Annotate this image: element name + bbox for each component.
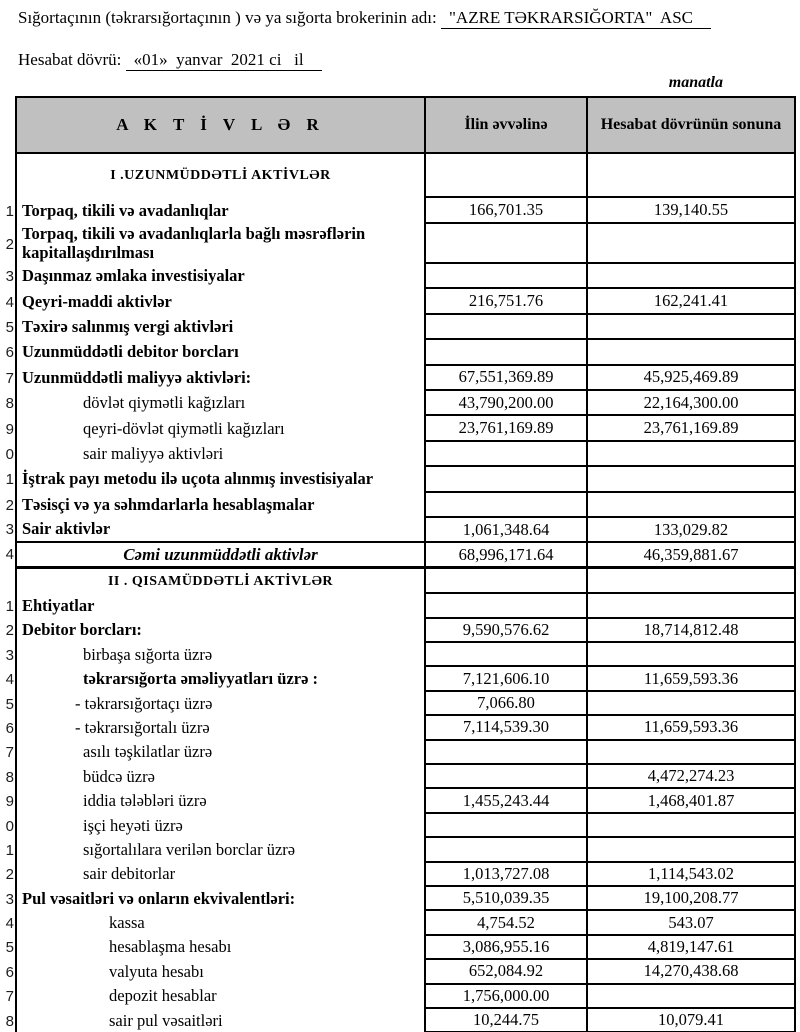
value-end-of-period: 10,079.41 xyxy=(588,1009,794,1032)
value-end-of-period xyxy=(588,467,794,492)
value-start-of-year xyxy=(426,315,588,340)
row-number: 4 xyxy=(5,546,14,564)
table-row xyxy=(5,391,794,416)
value-end-of-period: 4,472,274.23 xyxy=(588,765,794,789)
table-row xyxy=(5,960,794,984)
row-number: 9 xyxy=(5,793,14,811)
value-end-of-period: 1,468,401.87 xyxy=(588,789,794,813)
insurer-name-value: "AZRE TƏKRARSIĞORTA" ASC xyxy=(441,8,711,29)
table-row xyxy=(5,264,794,289)
row-label: asılı təşkilatlar üzrə xyxy=(17,741,426,765)
column-header-start-of-year: İlin əvvəlinə xyxy=(426,98,588,152)
row-label: Təsisçi və ya səhmdarlarla hesablaşmalar xyxy=(17,493,426,518)
table-row xyxy=(5,340,794,365)
row-label: Daşınmaz əmlaka investisiyalar xyxy=(17,264,426,289)
value-end-of-period: 18,714,812.48 xyxy=(588,619,794,643)
table-row xyxy=(5,518,794,543)
row-number: 3 xyxy=(5,521,14,539)
value-start-of-year xyxy=(426,594,588,618)
row-label: təkrarsığorta əməliyyatları üzrə : xyxy=(17,667,426,691)
value-end-of-period: 22,164,300.00 xyxy=(588,391,794,416)
value-start-of-year: 7,114,539.30 xyxy=(426,716,588,740)
table-header-row xyxy=(17,98,794,154)
row-number: 7 xyxy=(5,369,14,387)
table-row xyxy=(5,289,794,314)
row-number: 3 xyxy=(5,890,14,908)
value-end-of-period: 139,140.55 xyxy=(588,198,794,224)
row-label: birbaşa sığorta üzrə xyxy=(17,643,426,667)
row-label: hesablaşma hesabı xyxy=(17,936,426,960)
value-start-of-year xyxy=(426,765,588,789)
table-row xyxy=(5,224,794,264)
value-end-of-period xyxy=(588,493,794,518)
value-start-of-year: 23,761,169.89 xyxy=(426,416,588,441)
value-start-of-year xyxy=(426,224,588,264)
row-number xyxy=(2,569,14,594)
table-row xyxy=(17,154,794,198)
row-number: 5 xyxy=(5,318,14,336)
value-end-of-period xyxy=(588,692,794,716)
table-row xyxy=(5,1009,794,1032)
row-number: 5 xyxy=(5,939,14,957)
value-start-of-year: 1,061,348.64 xyxy=(426,518,588,541)
value-start-of-year xyxy=(426,154,588,198)
table-row xyxy=(17,569,794,594)
row-number: 6 xyxy=(5,719,14,737)
value-start-of-year xyxy=(426,467,588,492)
value-end-of-period xyxy=(588,340,794,365)
row-label: İştrak payı metodu ilə uçota alınmış investisiyalar xyxy=(17,467,426,492)
row-number: 4 xyxy=(5,293,14,311)
row-label: dövlət qiymətli kağızları xyxy=(17,391,426,416)
value-end-of-period: 133,029.82 xyxy=(653,519,729,539)
table-row xyxy=(5,643,794,667)
row-label: işçi heyəti üzrə xyxy=(17,814,426,838)
row-number: 1 xyxy=(5,202,14,220)
row-label: Torpaq, tikili və avadanlıqlar xyxy=(17,198,426,224)
row-number xyxy=(2,154,14,198)
table-row xyxy=(5,692,794,716)
value-end-of-period: 11,659,593.36 xyxy=(588,667,794,691)
row-label: Debitor borcları: xyxy=(17,619,426,643)
value-start-of-year: 166,701.35 xyxy=(426,198,588,224)
value-end-of-period xyxy=(588,594,794,618)
value-end-of-period xyxy=(588,264,794,289)
table-row xyxy=(5,985,794,1009)
table-row xyxy=(5,741,794,765)
report-period-line xyxy=(18,50,322,70)
value-end-of-period xyxy=(588,224,794,264)
row-number: 6 xyxy=(5,963,14,981)
row-number: 3 xyxy=(5,268,14,286)
value-end-of-period: 4,819,147.61 xyxy=(588,936,794,960)
table-row xyxy=(5,416,794,441)
value-start-of-year: 1,756,000.00 xyxy=(426,985,588,1009)
value-start-of-year: 7,121,606.10 xyxy=(426,667,588,691)
table-row xyxy=(5,493,794,518)
table-row xyxy=(5,619,794,643)
assets-table xyxy=(5,96,796,1032)
row-label: Cəmi uzunmüddətli aktivlər xyxy=(17,543,426,566)
value-end-of-period xyxy=(588,814,794,838)
value-end-of-period: 11,659,593.36 xyxy=(588,716,794,740)
value-start-of-year: 1,013,727.08 xyxy=(426,863,588,887)
table-row xyxy=(5,442,794,467)
value-start-of-year xyxy=(426,643,588,667)
table-row xyxy=(5,716,794,740)
value-start-of-year xyxy=(426,741,588,765)
report-period-label: Hesabat dövrü: xyxy=(18,50,122,69)
row-number: 5 xyxy=(5,695,14,713)
table-row xyxy=(5,594,794,618)
row-number: 4 xyxy=(5,915,14,933)
row-number: 2 xyxy=(5,622,14,640)
column-header-end-of-period: Hesabat dövrünün sonuna xyxy=(600,116,782,133)
row-label: I .UZUNMÜDDƏTLİ AKTİVLƏR xyxy=(17,154,426,198)
table-row xyxy=(5,765,794,789)
row-number: 0 xyxy=(5,445,14,463)
table-row xyxy=(5,315,794,340)
value-start-of-year xyxy=(426,569,588,594)
value-start-of-year: 3,086,955.16 xyxy=(426,936,588,960)
value-end-of-period xyxy=(588,442,794,467)
table-row xyxy=(5,198,794,224)
row-label: iddia tələbləri üzrə xyxy=(17,789,426,813)
value-end-of-period xyxy=(588,643,794,667)
row-number: 2 xyxy=(5,866,14,884)
row-label: valyuta hesabı xyxy=(17,960,426,984)
row-label: Təxirə salınmış vergi aktivləri xyxy=(17,315,426,340)
row-label: sair debitorlar xyxy=(17,863,426,887)
value-end-of-period: 45,925,469.89 xyxy=(588,366,794,391)
row-number: 1 xyxy=(5,597,14,615)
row-label: qeyri-dövlət qiymətli kağızları xyxy=(17,416,426,441)
value-end-of-period xyxy=(588,154,794,198)
insurer-name-label: Sığortaçının (təkrarsığortaçının ) və ya sığorta brokerinin adı: xyxy=(18,8,437,27)
value-start-of-year: 43,790,200.00 xyxy=(426,391,588,416)
value-end-of-period: 1,114,543.02 xyxy=(588,863,794,887)
row-number: 2 xyxy=(5,235,14,253)
row-label: - təkrarsığortaçı üzrə xyxy=(17,692,426,716)
table-row xyxy=(5,863,794,887)
row-label: II . QISAMÜDDƏTLİ AKTİVLƏR xyxy=(17,569,426,594)
table-row xyxy=(5,667,794,691)
row-label: büdcə üzrə xyxy=(17,765,426,789)
row-label: Qeyri-maddi aktivlər xyxy=(17,289,426,314)
value-end-of-period: 543.07 xyxy=(588,911,794,935)
value-start-of-year xyxy=(426,264,588,289)
value-start-of-year: 10,244.75 xyxy=(426,1009,588,1032)
row-label: Uzunmüddətli maliyyə aktivləri: xyxy=(17,366,426,391)
row-number: 7 xyxy=(5,988,14,1006)
table-row xyxy=(5,543,794,569)
insurer-name-line xyxy=(18,8,711,28)
row-number: 7 xyxy=(5,744,14,762)
value-end-of-period xyxy=(588,569,794,594)
value-start-of-year xyxy=(426,340,588,365)
value-end-of-period xyxy=(588,315,794,340)
value-end-of-period: 162,241.41 xyxy=(588,289,794,314)
row-label: Ehtiyatlar xyxy=(17,594,426,618)
row-label: sair maliyyə aktivləri xyxy=(17,442,426,467)
table-row xyxy=(5,467,794,492)
table-row xyxy=(5,814,794,838)
row-label: kassa xyxy=(17,911,426,935)
report-period-value: «01» yanvar 2021 ci il xyxy=(126,50,322,71)
value-end-of-period: 19,100,208.77 xyxy=(588,887,794,911)
value-end-of-period: 14,270,438.68 xyxy=(588,960,794,984)
value-start-of-year: 4,754.52 xyxy=(426,911,588,935)
table-row xyxy=(5,936,794,960)
row-label: Sair aktivlər xyxy=(17,518,426,541)
row-label: Torpaq, tikili və avadanlıqlarla bağlı məsrəflərin kapitallaşdırılması xyxy=(17,224,426,264)
value-start-of-year: 7,066.80 xyxy=(426,692,588,716)
table-row xyxy=(5,887,794,911)
row-number: 0 xyxy=(5,817,14,835)
row-number: 3 xyxy=(5,646,14,664)
row-label: Uzunmüddətli debitor borcları xyxy=(17,340,426,365)
value-start-of-year: 1,455,243.44 xyxy=(426,789,588,813)
row-number: 1 xyxy=(5,841,14,859)
value-start-of-year: 9,590,576.62 xyxy=(426,619,588,643)
value-start-of-year: 216,751.76 xyxy=(426,289,588,314)
value-end-of-period xyxy=(588,838,794,862)
row-number: 6 xyxy=(5,344,14,362)
value-start-of-year: 652,084.92 xyxy=(426,960,588,984)
value-end-of-period xyxy=(588,985,794,1009)
value-end-of-period xyxy=(588,741,794,765)
value-start-of-year xyxy=(426,493,588,518)
value-start-of-year: 67,551,369.89 xyxy=(426,366,588,391)
value-start-of-year: 68,996,171.64 xyxy=(426,543,588,566)
row-label: sair pul vəsaitləri xyxy=(17,1009,426,1032)
column-header-assets: A K T İ V L Ə R xyxy=(17,98,426,152)
row-label: - təkrarsığortalı üzrə xyxy=(17,716,426,740)
table-row xyxy=(5,789,794,813)
value-start-of-year xyxy=(426,442,588,467)
row-number: 8 xyxy=(5,1012,14,1030)
value-start-of-year: 5,510,039.35 xyxy=(426,887,588,911)
row-number: 8 xyxy=(5,395,14,413)
table-row xyxy=(5,838,794,862)
value-end-of-period: 46,359,881.67 xyxy=(643,544,739,564)
row-number: 2 xyxy=(5,496,14,514)
row-number: 4 xyxy=(5,671,14,689)
row-label: Pul vəsaitləri və onların ekvivalentləri: xyxy=(17,887,426,911)
table-row xyxy=(5,366,794,391)
value-start-of-year xyxy=(426,814,588,838)
table-row xyxy=(5,911,794,935)
value-end-of-period: 23,761,169.89 xyxy=(588,416,794,441)
value-start-of-year xyxy=(426,838,588,862)
currency-note: manatla xyxy=(668,74,723,91)
row-label: depozit hesablar xyxy=(17,985,426,1009)
row-number: 1 xyxy=(5,471,14,489)
row-number: 8 xyxy=(5,768,14,786)
row-number: 9 xyxy=(5,420,14,438)
table-body xyxy=(5,154,794,1032)
row-label: sığortalılara verilən borclar üzrə xyxy=(17,838,426,862)
